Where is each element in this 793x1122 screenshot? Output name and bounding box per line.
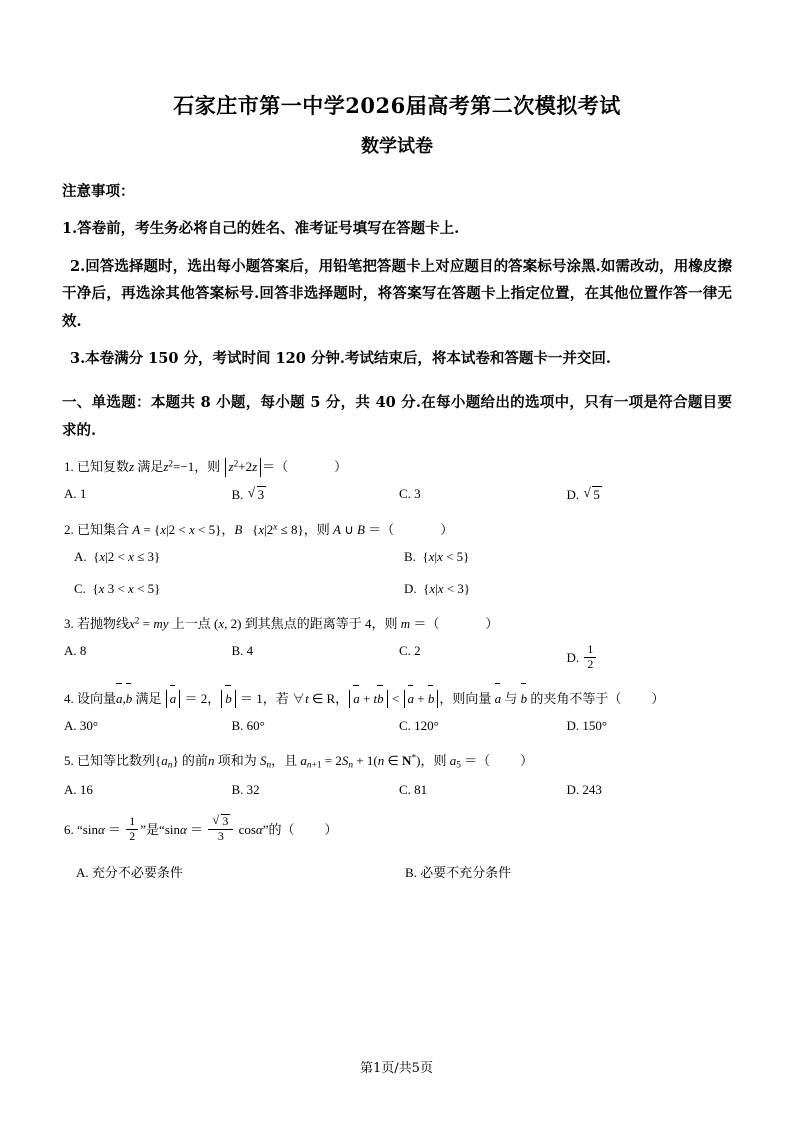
question-2: 2. 已知集合 A = {x|2 < x < 5}，B $\{x|2^x \le 8\}$，则 A ∪ B ＝（ ） <box>64 521 454 537</box>
question-2-option-a[interactable]: A. {x|2 < x ≤ 3} <box>74 549 161 565</box>
question-5-option-c[interactable]: C. 81 <box>399 782 428 798</box>
question-2-options-row-1 <box>62 549 732 565</box>
question-3-option-a[interactable]: A. 8 <box>64 643 87 659</box>
question-3-option-d[interactable]: D. $\frac{1}{2}$ <box>565 643 733 671</box>
question-1-option-a[interactable]: A. 1 <box>64 485 87 501</box>
question-4-option-c[interactable]: C. 120° <box>399 717 439 733</box>
question-1-stem-pre: 已知复数 <box>77 458 130 474</box>
question-5-number: 5. <box>64 752 74 768</box>
question-4-option-d[interactable]: D. 150° <box>566 717 608 733</box>
question-5-stem: 已知等比数列 <box>77 752 156 768</box>
question-2-options-row-2 <box>62 581 732 597</box>
question-1-option-c[interactable]: C. 3 <box>399 485 421 501</box>
question-1-options <box>62 486 732 503</box>
question-4: 4. 设向量a,b 满足 a ＝ 2， b ＝ 1，若 ∀t ∈ R， a + tb < a + b ，则向量 a 与 b 的夹角不等于（ ） <box>62 688 732 710</box>
question-3-option-c[interactable]: C. 2 <box>399 643 421 659</box>
section-one-heading <box>62 389 732 446</box>
question-5-option-d[interactable]: D. 243 <box>566 782 602 798</box>
page-content <box>62 90 732 897</box>
notice-item-1: 1.答卷前，考生务必将自己的姓名、准考证号填写在答题卡上. <box>62 220 460 237</box>
question-6-option-b[interactable]: B. 必要不充分条件 <box>405 864 512 880</box>
question-3-number: 3. <box>64 616 74 632</box>
question-2-option-c[interactable]: C. {x 3 < x < 5} <box>74 581 161 597</box>
question-5-option-a[interactable]: A. 16 <box>64 782 93 798</box>
question-4-stem: 设向量 <box>77 690 117 706</box>
question-2-option-b[interactable]: B. {x|x < 5} <box>404 549 470 565</box>
question-1: 1. 已知复数z 满足$z^2=-1$，则 $z^2+2z$ ＝（ ） <box>62 456 732 478</box>
question-3: 3. 若抛物线$x^2$ = my 上一点 (x, 2) 到其焦点的距离等于 4，则 m ＝（ ） <box>64 616 499 632</box>
page-title: 石家庄市第一中学2026届高考第二次模拟考试 <box>173 93 621 118</box>
question-4-option-a[interactable]: A. 30° <box>64 717 99 733</box>
question-5-options <box>62 782 732 798</box>
question-1-option-b[interactable]: B. √ 3 <box>230 486 398 503</box>
question-6: 6. “sinα ＝ $\frac{1}{2}$ ”是“sinα ＝ √ $\frac{3}{3}$ cosα”的（ ） <box>62 814 732 843</box>
notice-item-2: 2.回答选择题时，选出每小题答案后，用铅笔把答题卡上对应题目的答案标号涂黑.如需改动，用橡皮擦干净后，再选涂其他答案标号.回答非选择题时，将答案写在答题卡上指定位置，在其他位置作答一律无效. <box>62 257 732 330</box>
question-2-stem: 已知集合 <box>77 521 130 537</box>
question-6-option-a[interactable]: A. 充分不必要条件 <box>76 864 183 880</box>
question-6-options <box>62 862 732 881</box>
question-1-number: 1. <box>64 458 74 474</box>
section-one-text: 本题共 8 小题，每小题 5 分，共 40 分.在每小题给出的选项中，只有一项是符合题目要求的. <box>62 393 732 440</box>
question-2-number: 2. <box>64 521 74 537</box>
question-6-number: 6. <box>64 821 74 837</box>
page-subtitle: 数学试卷 <box>361 136 433 157</box>
question-1-option-d[interactable]: D. √ 5 <box>565 486 733 503</box>
question-4-options <box>62 718 732 734</box>
question-1-stem-mid: 满足 <box>137 458 164 474</box>
question-3-stem: 若抛物线 <box>77 616 130 632</box>
notice-item-3: 3.本卷满分 150 分，考试时间 120 分钟.考试结束后，将本试卷和答题卡一并交回. <box>70 350 611 368</box>
question-5-option-b[interactable]: B. 32 <box>231 782 260 798</box>
section-one-label: 一、单选题： <box>62 393 151 411</box>
question-5: 5. 已知等比数列$\{a_n\}$ 的前n 项和为 $S_n$，且 $a_{n+1} = 2S_n + 1(n$ ∈ N*)，则 $a_5$ ＝（ ） <box>64 752 534 771</box>
question-4-number: 4. <box>64 690 74 706</box>
question-2-option-d[interactable]: D. {x|x < 3} <box>404 581 471 597</box>
question-4-option-b[interactable]: B. 60° <box>231 717 265 733</box>
question-3-option-b[interactable]: B. 4 <box>231 643 254 659</box>
question-3-options <box>62 643 732 671</box>
notice-heading: 注意事项： <box>62 183 135 200</box>
page-footer: 第1页/共5页 <box>360 1061 433 1076</box>
